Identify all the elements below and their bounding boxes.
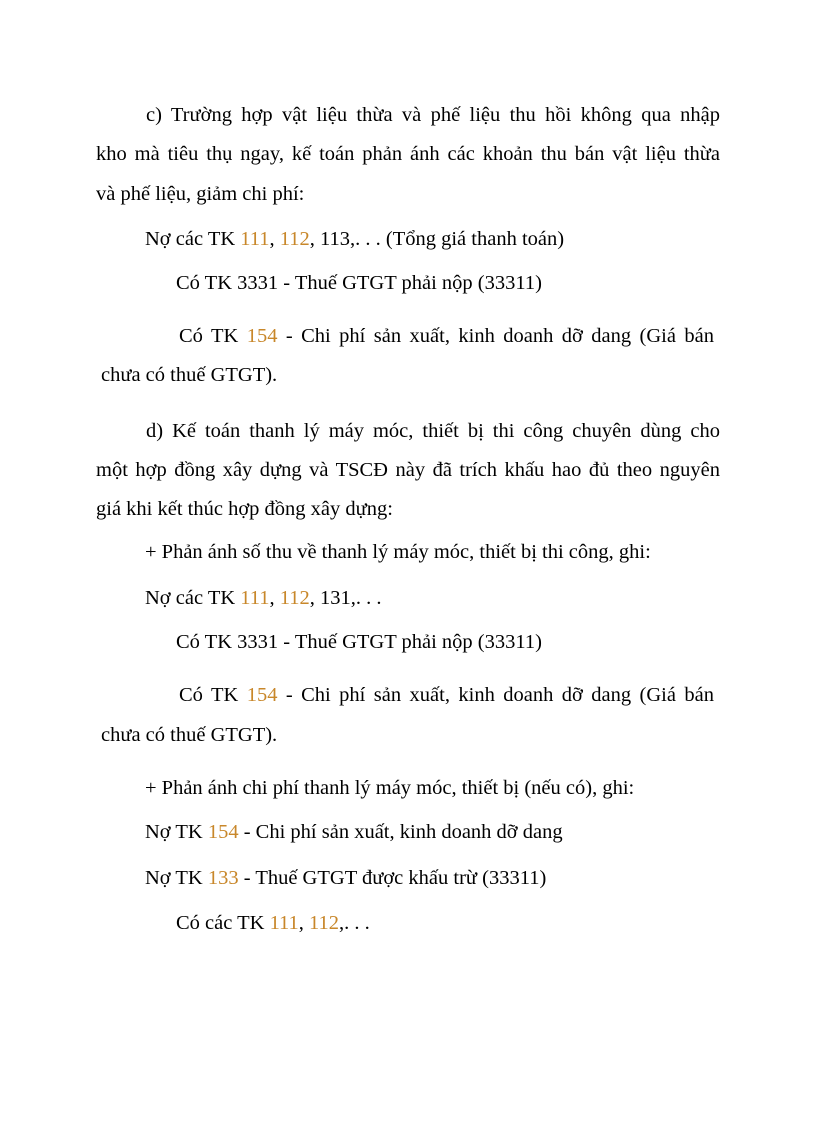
debit-prefix: Nợ các TK bbox=[145, 228, 241, 250]
section-d-paragraph-line-3: giá khi kết thúc hợp đồng xây dựng: bbox=[96, 498, 393, 520]
credit-prefix: Có TK bbox=[179, 325, 247, 347]
section-d-credit-final bbox=[176, 910, 370, 936]
section-c-credit-154 bbox=[179, 323, 714, 349]
separator: , bbox=[298, 912, 310, 934]
section-c-debit-entry bbox=[145, 226, 564, 252]
debit-rest: - Chi phí sản xuất, kinh doanh dỡ dang bbox=[238, 821, 563, 843]
separator: , bbox=[269, 587, 280, 609]
section-d-paragraph-line-2: một hợp đồng xây dựng và TSCĐ này đã trích khấu hao đủ theo nguyên bbox=[96, 459, 720, 481]
debit-prefix: Nợ TK bbox=[145, 867, 208, 889]
section-d-debit-133 bbox=[145, 865, 546, 891]
account-link-154[interactable]: 154 bbox=[207, 821, 239, 843]
debit-rest: , 131,. . . bbox=[309, 587, 382, 609]
account-link-112[interactable]: 112 bbox=[279, 228, 310, 250]
section-c-credit-154-continued: chưa có thuế GTGT). bbox=[101, 364, 278, 386]
section-c-credit-3331: Có TK 3331 - Thuế GTGT phải nộp (33311) bbox=[176, 272, 542, 294]
account-link-111[interactable]: 111 bbox=[240, 228, 270, 250]
separator: , bbox=[269, 228, 280, 250]
account-link-133[interactable]: 133 bbox=[207, 867, 239, 889]
section-d-debit-entry bbox=[145, 585, 382, 611]
debit-prefix: Nợ TK bbox=[145, 821, 208, 843]
section-c-paragraph-line-1: c) Trường hợp vật liệu thừa và phế liệu thu hồi không qua nhập bbox=[146, 104, 720, 126]
account-link-112[interactable]: 112 bbox=[279, 587, 310, 609]
debit-prefix: Nợ các TK bbox=[145, 587, 241, 609]
credit-prefix: Có TK bbox=[179, 684, 247, 706]
account-link-111[interactable]: 111 bbox=[240, 587, 270, 609]
section-d-paragraph-line-1: d) Kế toán thanh lý máy móc, thiết bị thi công chuyên dùng cho bbox=[146, 420, 720, 442]
account-link-112[interactable]: 112 bbox=[309, 912, 340, 934]
debit-rest: , 113,. . . (Tổng giá thanh toán) bbox=[309, 228, 565, 250]
credit-rest: - Chi phí sản xuất, kinh doanh dỡ dang (Giá bán bbox=[277, 684, 714, 706]
section-d-debit-154 bbox=[145, 819, 563, 845]
credit-rest: - Chi phí sản xuất, kinh doanh dỡ dang (Giá bán bbox=[277, 325, 714, 347]
section-c-paragraph-line-2: kho mà tiêu thụ ngay, kế toán phản ánh các khoản thu bán vật liệu thừa bbox=[96, 143, 720, 165]
debit-rest: - Thuế GTGT được khấu trừ (33311) bbox=[238, 867, 547, 889]
section-d-credit-3331: Có TK 3331 - Thuế GTGT phải nộp (33311) bbox=[176, 631, 542, 653]
account-link-154[interactable]: 154 bbox=[246, 684, 278, 706]
section-d-bullet-income: + Phản ánh số thu về thanh lý máy móc, thiết bị thi công, ghi: bbox=[145, 541, 651, 563]
section-d-credit-154-continued: chưa có thuế GTGT). bbox=[101, 724, 278, 746]
section-c-paragraph-line-3: và phế liệu, giảm chi phí: bbox=[96, 183, 305, 205]
credit-rest: ,. . . bbox=[339, 912, 370, 934]
section-d-bullet-expense: + Phản ánh chi phí thanh lý máy móc, thiết bị (nếu có), ghi: bbox=[145, 777, 635, 799]
credit-prefix: Có các TK bbox=[176, 912, 270, 934]
section-d-credit-154 bbox=[179, 682, 714, 708]
account-link-154[interactable]: 154 bbox=[246, 325, 278, 347]
account-link-111[interactable]: 111 bbox=[269, 912, 299, 934]
